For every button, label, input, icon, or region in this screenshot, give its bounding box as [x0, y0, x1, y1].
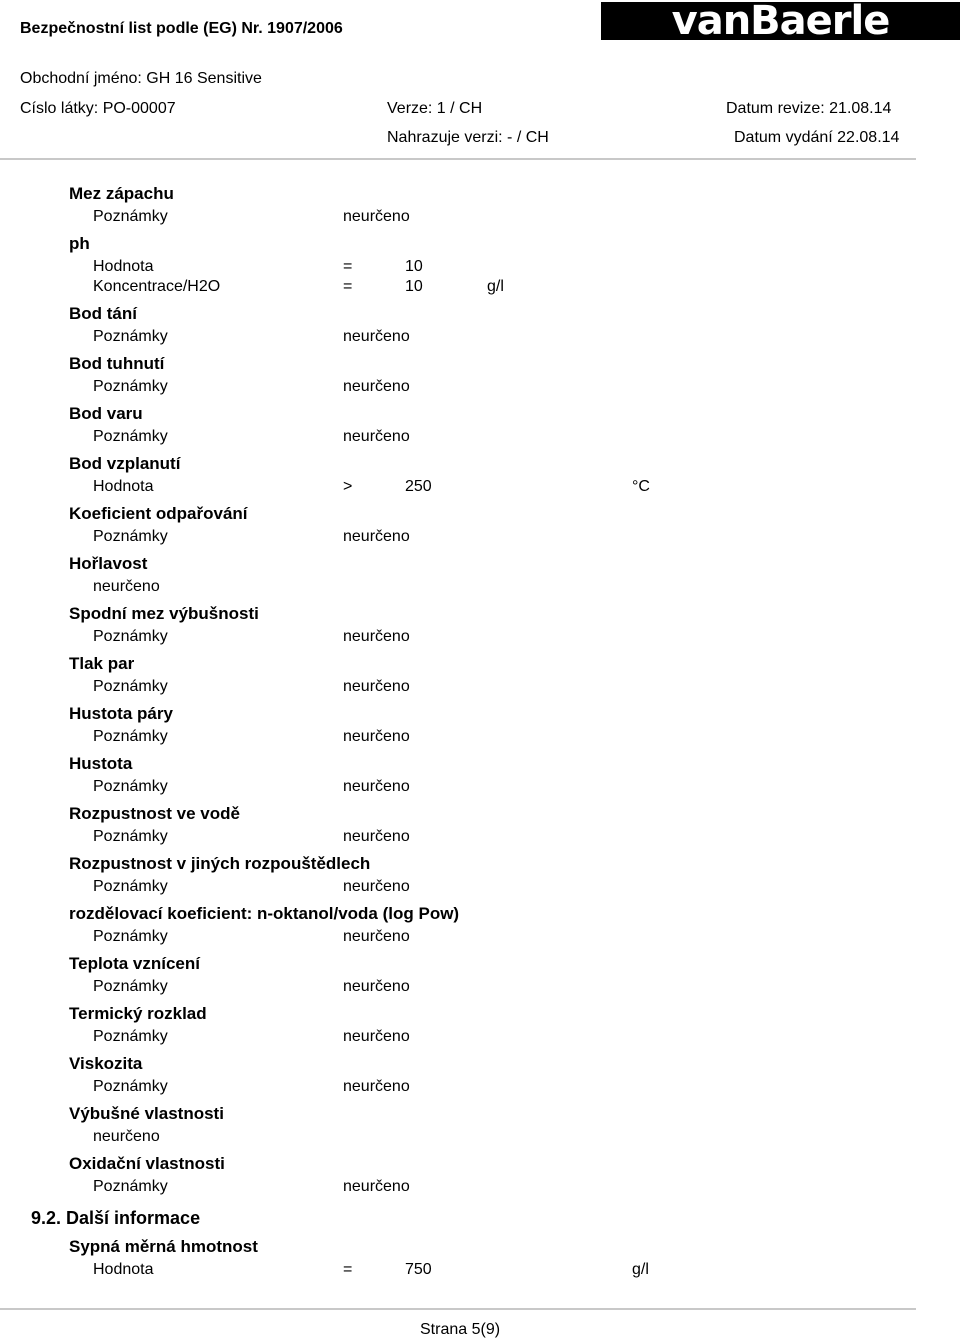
value-number: 10	[405, 258, 423, 275]
property-detail-row	[0, 678, 960, 700]
detail-label: Hodnota	[93, 258, 154, 275]
property-heading-row	[0, 1004, 960, 1026]
property-detail-row	[0, 1178, 960, 1200]
detail-value: neurčeno	[343, 1178, 410, 1195]
property-detail-row	[0, 878, 960, 900]
property-name: Bod vzplanutí	[69, 454, 181, 473]
value-number: 750	[405, 1261, 432, 1278]
detail-label: Poznámky	[93, 1028, 168, 1045]
substance-number: Císlo látky: PO-00007	[20, 100, 176, 117]
value-number: 250	[405, 478, 432, 495]
value-unit: °C	[632, 478, 650, 495]
property-name: Výbušné vlastnosti	[69, 1104, 224, 1123]
detail-value: neurčeno	[343, 728, 410, 745]
value-unit: g/l	[632, 1261, 649, 1278]
property-name: Rozpustnost v jiných rozpouštědlech	[69, 854, 371, 873]
detail-label: Poznámky	[93, 828, 168, 845]
detail-value: neurčeno	[343, 628, 410, 645]
property-detail-row	[0, 278, 960, 300]
property-detail-row	[0, 578, 960, 600]
detail-label: Hodnota	[93, 1261, 154, 1278]
property-detail-row	[0, 778, 960, 800]
property-heading-row	[0, 804, 960, 826]
property-heading-row	[0, 854, 960, 876]
property-heading-row	[0, 554, 960, 576]
detail-label: Poznámky	[93, 878, 168, 895]
detail-label: Poznámky	[93, 1078, 168, 1095]
detail-label: Poznámky	[93, 628, 168, 645]
value-operator: =	[343, 278, 353, 295]
property-heading-row	[0, 704, 960, 726]
detail-label: Poznámky	[93, 1178, 168, 1195]
property-heading-row	[0, 654, 960, 676]
detail-value: neurčeno	[343, 378, 410, 395]
detail-value: neurčeno	[343, 928, 410, 945]
property-heading-row	[0, 1237, 960, 1259]
value-unit: g/l	[487, 278, 504, 295]
property-heading-row	[0, 454, 960, 476]
property-detail-row	[0, 1078, 960, 1100]
property-detail-row	[0, 208, 960, 230]
property-name: Rozpustnost ve vodě	[69, 804, 240, 823]
detail-label: Poznámky	[93, 728, 168, 745]
detail-label: Poznámky	[93, 978, 168, 995]
property-heading-row	[0, 904, 960, 926]
detail-label: Poznámky	[93, 208, 168, 225]
detail-label: Poznámky	[93, 928, 168, 945]
company-logo: vanBaerle	[601, 2, 960, 40]
property-detail-row	[0, 728, 960, 750]
version: Verze: 1 / CH	[387, 100, 483, 117]
property-heading-row	[0, 184, 960, 206]
property-heading-row	[0, 754, 960, 776]
footer-divider	[0, 1308, 916, 1310]
property-detail-row	[0, 1028, 960, 1050]
property-heading-row	[0, 604, 960, 626]
detail-value: neurčeno	[343, 978, 410, 995]
detail-value: neurčeno	[343, 1078, 410, 1095]
property-heading-row	[0, 354, 960, 376]
property-detail-row	[0, 328, 960, 350]
detail-label: Poznámky	[93, 778, 168, 795]
value-number: 10	[405, 278, 423, 295]
detail-label: Poznámky	[93, 378, 168, 395]
section-title: 9.2. Další informace	[31, 1208, 201, 1228]
detail-value: neurčeno	[343, 878, 410, 895]
property-name: Viskozita	[69, 1054, 143, 1073]
detail-value: neurčeno	[343, 1028, 410, 1045]
detail-label: neurčeno	[93, 1128, 160, 1145]
property-name: Teplota vznícení	[69, 954, 200, 973]
property-name: Bod tání	[69, 304, 137, 323]
detail-label: Poznámky	[93, 328, 168, 345]
property-heading-row	[0, 1104, 960, 1126]
property-name: Hustota	[69, 754, 133, 773]
issue-date: Datum vydání 22.08.14	[734, 129, 900, 146]
detail-value: neurčeno	[343, 778, 410, 795]
property-name: Sypná měrná hmotnost	[69, 1237, 258, 1256]
detail-label: Poznámky	[93, 428, 168, 445]
property-detail-row	[0, 258, 960, 280]
property-name: ph	[69, 234, 90, 253]
property-detail-row	[0, 978, 960, 1000]
replaces-version: Nahrazuje verzi: - / CH	[387, 129, 549, 146]
detail-value: neurčeno	[343, 528, 410, 545]
detail-label: neurčeno	[93, 578, 160, 595]
property-detail-row	[0, 628, 960, 650]
property-detail-row	[0, 1128, 960, 1150]
property-detail-row	[0, 1261, 960, 1283]
section-heading-row	[0, 1208, 960, 1230]
property-heading-row	[0, 234, 960, 256]
property-detail-row	[0, 528, 960, 550]
detail-value: neurčeno	[343, 828, 410, 845]
value-operator: =	[343, 258, 353, 275]
property-name: Spodní mez výbušnosti	[69, 604, 259, 623]
detail-label: Poznámky	[93, 528, 168, 545]
property-heading-row	[0, 954, 960, 976]
property-detail-row	[0, 828, 960, 850]
detail-label: Poznámky	[93, 678, 168, 695]
property-name: Oxidační vlastnosti	[69, 1154, 225, 1173]
property-name: Hustota páry	[69, 704, 173, 723]
property-detail-row	[0, 428, 960, 450]
property-name: Bod tuhnutí	[69, 354, 165, 373]
property-name: Termický rozklad	[69, 1004, 207, 1023]
property-heading-row	[0, 404, 960, 426]
property-name: Hořlavost	[69, 554, 148, 573]
detail-label: Hodnota	[93, 478, 154, 495]
document-title: Bezpečnostní list podle (EG) Nr. 1907/2006	[20, 20, 343, 37]
detail-value: neurčeno	[343, 208, 410, 225]
detail-label: Koncentrace/H2O	[93, 278, 221, 295]
detail-value: neurčeno	[343, 328, 410, 345]
property-name: Koeficient odpařování	[69, 504, 248, 523]
property-heading-row	[0, 1054, 960, 1076]
property-detail-row	[0, 378, 960, 400]
revision-date: Datum revize: 21.08.14	[726, 100, 892, 117]
value-operator: >	[343, 478, 353, 495]
property-detail-row	[0, 478, 960, 500]
property-name: Bod varu	[69, 404, 143, 423]
page-number: Strana 5(9)	[420, 1321, 501, 1338]
detail-value: neurčeno	[343, 678, 410, 695]
property-heading-row	[0, 504, 960, 526]
property-heading-row	[0, 304, 960, 326]
property-heading-row	[0, 1154, 960, 1176]
property-name: Tlak par	[69, 654, 135, 673]
header-divider	[0, 158, 916, 160]
value-operator: =	[343, 1261, 353, 1278]
property-name: rozdělovací koeficient: n-oktanol/voda (log Pow)	[69, 904, 460, 923]
property-name: Mez zápachu	[69, 184, 174, 203]
property-detail-row	[0, 928, 960, 950]
detail-value: neurčeno	[343, 428, 410, 445]
trade-name: Obchodní jméno: GH 16 Sensitive	[20, 70, 262, 87]
